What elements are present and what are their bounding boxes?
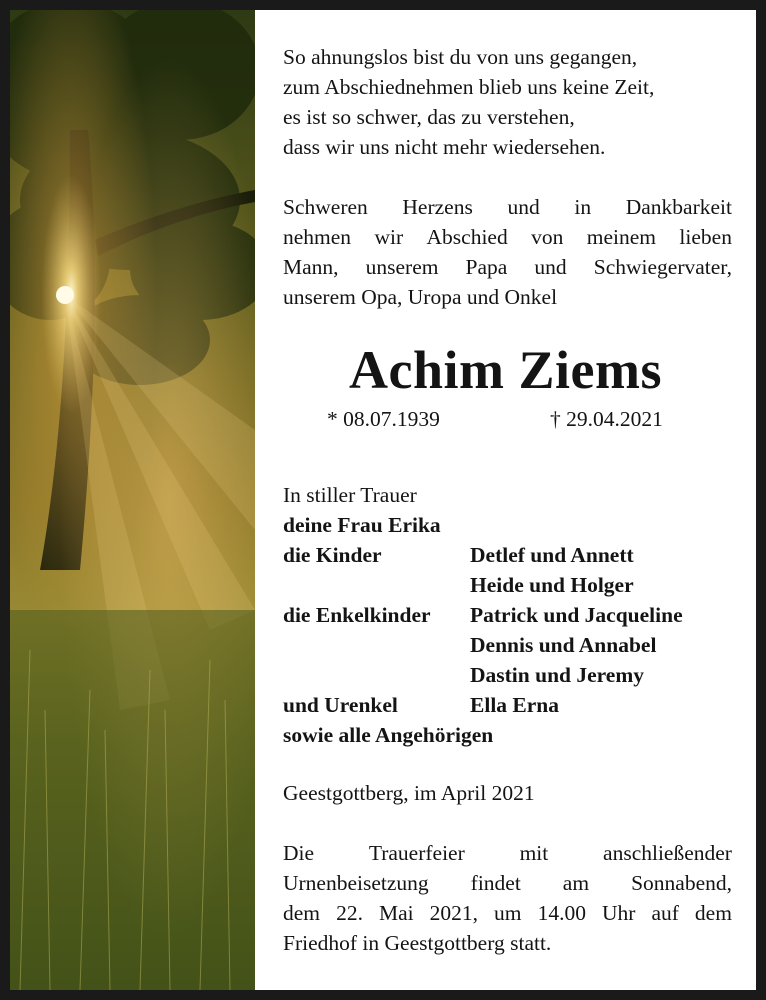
intro-line: [283, 222, 732, 252]
forest-sunlight-photo: [10, 10, 255, 990]
mourner-names: Detlef und Annett: [470, 543, 634, 567]
mourner-names: Patrick und Jacqueline: [470, 603, 683, 627]
word: 2021,: [429, 901, 479, 925]
mourners-list: [283, 480, 732, 750]
word: Schwiegervater,: [593, 255, 732, 279]
word: lieben: [679, 225, 732, 249]
word: Uhr: [601, 901, 636, 925]
mourner-names: Heide und Holger: [470, 573, 634, 597]
word: und: [507, 195, 540, 219]
word: 22.: [336, 901, 363, 925]
verse-line: es ist so schwer, das zu verstehen,: [283, 105, 575, 129]
word: wir: [374, 225, 404, 249]
word: nehmen: [283, 225, 352, 249]
mourner-row: [283, 690, 732, 720]
mourner-row: [283, 630, 732, 660]
place-date: [283, 778, 732, 808]
mourner-label: die Kinder: [283, 543, 382, 567]
service-line: [283, 868, 732, 898]
word: Dankbarkeit: [625, 195, 732, 219]
mourner-names: Dastin und Jeremy: [470, 663, 645, 687]
word: Sonnabend,: [631, 871, 732, 895]
service-line: [283, 838, 732, 868]
word: meinem: [586, 225, 657, 249]
word: auf: [651, 901, 679, 925]
word: am: [562, 871, 590, 895]
word: unserem: [365, 255, 439, 279]
word: um: [494, 901, 522, 925]
mourner-row: [283, 660, 732, 690]
intro-line: [283, 252, 732, 282]
closing-line: sowie alle Angehörigen: [283, 723, 494, 747]
word: mit: [519, 841, 549, 865]
mourner-label: [283, 570, 470, 600]
verse-line: dass wir uns nicht mehr wiedersehen.: [283, 135, 606, 159]
word: anschließender: [603, 841, 732, 865]
word: Mai: [378, 901, 414, 925]
word: Die: [283, 841, 315, 865]
mourner-row: [283, 600, 732, 630]
mourner-names: Ella Erna: [470, 693, 560, 717]
word: dem: [694, 901, 732, 925]
mourner-label: [283, 630, 470, 660]
word: in: [574, 195, 592, 219]
service-line: [283, 898, 732, 928]
word: und: [534, 255, 567, 279]
word: Schweren: [283, 195, 368, 219]
word: von: [531, 225, 564, 249]
deceased-name: Achim Ziems: [349, 340, 662, 400]
mourner-row: [283, 540, 732, 570]
service-line: Friedhof in Geestgottberg statt.: [283, 931, 552, 955]
wife-line: deine Frau Erika: [283, 513, 441, 537]
intro-line: [283, 192, 732, 222]
intro-line: unserem Opa, Uropa und Onkel: [283, 285, 558, 309]
word: findet: [470, 871, 521, 895]
word: Urnenbeisetzung: [283, 871, 429, 895]
service-paragraph: [283, 838, 732, 958]
mourner-label: und Urenkel: [283, 693, 398, 717]
mourner-row: [283, 570, 732, 600]
word: Papa: [465, 255, 508, 279]
mourning-heading: In stiller Trauer: [283, 483, 417, 507]
verse-line: zum Abschiednehmen blieb uns keine Zeit,: [283, 75, 655, 99]
intro-paragraph: [283, 192, 732, 312]
word: Trauerfeier: [368, 841, 465, 865]
mourner-names: Dennis und Annabel: [470, 633, 657, 657]
mourner-label: [283, 660, 470, 690]
word: Mann,: [283, 255, 339, 279]
obituary-text-panel: [255, 10, 756, 990]
word: Herzens: [402, 195, 473, 219]
birth-date: * 08.07.1939: [327, 407, 440, 431]
word: 14.00: [537, 901, 586, 925]
verse: [283, 42, 732, 162]
word: Abschied: [426, 225, 508, 249]
verse-line: So ahnungslos bist du von uns gegangen,: [283, 45, 638, 69]
death-date: † 29.04.2021: [550, 407, 663, 431]
word: dem: [283, 901, 321, 925]
mourner-label: die Enkelkinder: [283, 603, 431, 627]
place-date-line: Geestgottberg, im April 2021: [283, 781, 535, 805]
